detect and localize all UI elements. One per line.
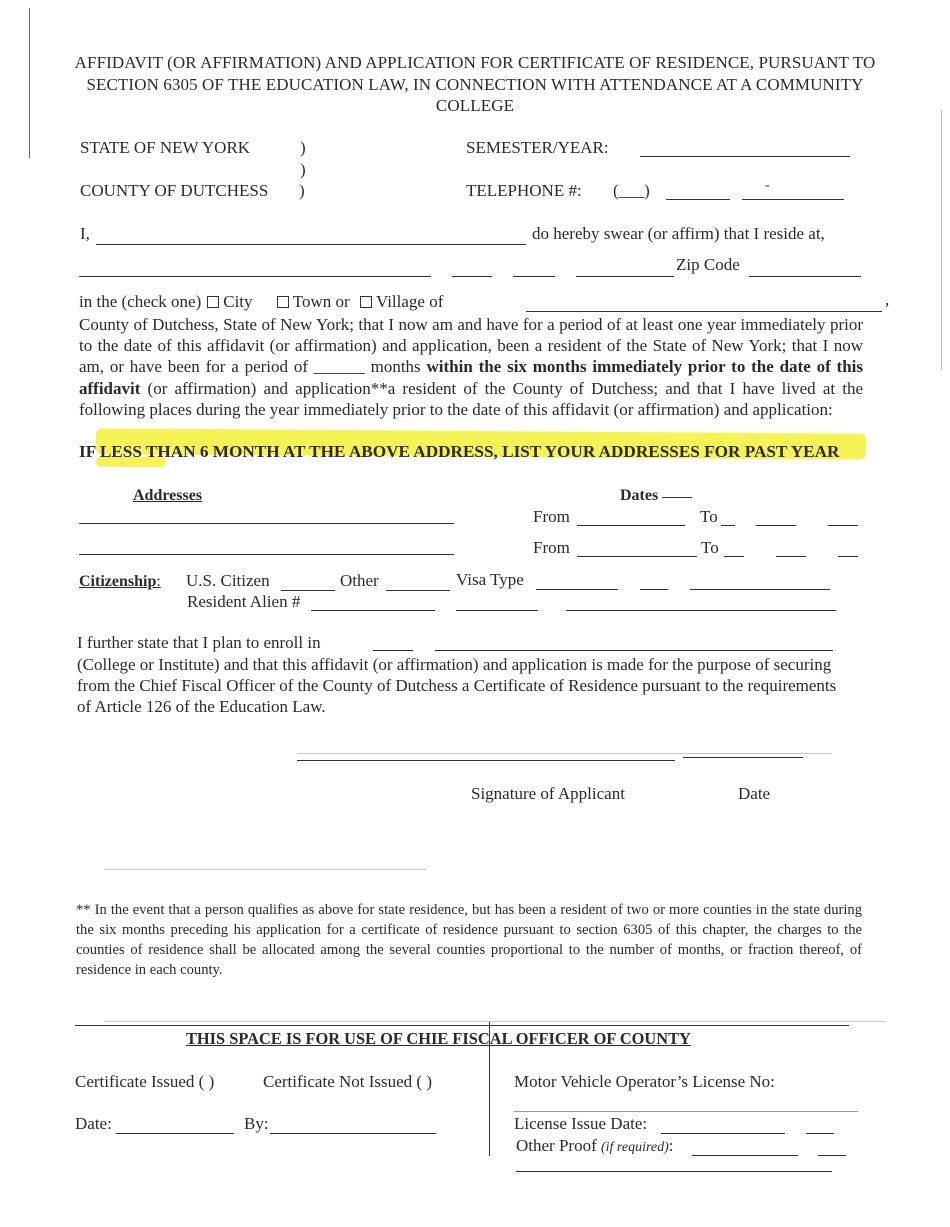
resident-alien-field-2[interactable] [456,590,538,611]
license-issue-date-field-2[interactable] [806,1113,834,1134]
other-proof-field[interactable] [692,1135,798,1156]
to-label-1: To [700,507,718,526]
office-faint-line [104,1021,886,1022]
address-part-2-field[interactable] [452,256,492,277]
semester-field[interactable] [640,136,850,157]
address-part-3-field[interactable] [513,256,555,277]
office-date-label: Date: [75,1114,112,1133]
past-addresses-notice: IF LESS THAN 6 MONTH AT THE ABOVE ADDRESS, LIST YOUR ADDRESSES FOR PAST YEAR [79,442,840,461]
to-date-2a-field[interactable] [724,536,744,557]
city-checkbox[interactable] [207,296,219,308]
street-address-field[interactable] [79,256,431,277]
village-checkbox[interactable] [360,296,372,308]
check-one-text: in the (check one) [79,292,202,311]
bracket-1: ) [300,138,306,157]
telephone-dash: - [765,178,770,193]
other-citizenship-field[interactable] [386,570,450,591]
office-top-rule [75,1025,849,1026]
dates-header: Dates [620,487,659,504]
date-line [683,757,803,758]
college-field-1[interactable] [373,630,413,651]
address-part-4-field[interactable] [576,256,674,277]
from-label-1: From [533,507,570,526]
visa-type-label: Visa Type [456,570,524,589]
if-required-note: (if required) [600,1140,669,1155]
enroll-lead-text: I further state that I plan to enroll in [77,633,321,652]
visa-type-field-2[interactable] [640,569,668,590]
faint-notary-line [104,869,426,870]
other-proof-label: Other Proof [516,1136,597,1155]
other-proof-line: Other Proof (if required): [516,1136,674,1155]
bracket-2: ) [300,160,306,179]
resident-alien-field-3[interactable] [566,590,836,611]
state-label: STATE OF NEW YORK [80,138,251,157]
from-date-2-field[interactable] [577,536,697,557]
license-issue-date-label: License Issue Date: [514,1114,648,1133]
village-label: Village of [375,292,444,311]
county-label: COUNTY OF DUTCHESS [80,181,269,200]
mvo-license-label: Motor Vehicle Operator’s License No: [514,1072,775,1091]
us-citizen-field[interactable] [281,570,335,591]
office-divider [489,1022,490,1156]
signature-line [297,760,675,761]
other-label: Other [340,571,379,590]
semester-label: SEMESTER/YEAR: [466,138,609,157]
signature-date-label: Date [738,784,771,803]
mvo-license-field[interactable] [514,1091,858,1112]
signature-applicant-label: Signature of Applicant [471,784,625,803]
residency-text-1: County of Dutchess, State of New York; that I now am and have for a period of at least one year immediately prior to the date of this affidavit (or affirmation) and application, been a resident of the State of New York; that I now am, or have been for a period of ______ months [79,315,863,377]
college-field-2[interactable] [435,630,833,651]
resident-alien-label: Resident Alien # [187,592,301,611]
oath-swear-text: do hereby swear (or affirm) that I reside at, [532,224,825,243]
telephone-prefix-field[interactable] [666,179,730,200]
to-date-2c-field[interactable] [838,536,858,557]
citizenship-label: Citizenship: [79,573,161,590]
telephone-label: TELEPHONE #: [466,181,582,200]
signature-line-faint [297,753,832,754]
certificate-not-issued-option[interactable]: Certificate Not Issued ( ) [263,1072,432,1091]
zip-code-field[interactable] [749,256,861,277]
zip-label: Zip Code [676,255,740,274]
office-by-field[interactable] [270,1113,436,1134]
footnote: ** In the event that a person qualifies as above for state residence, but has been a resident of two or more counties in the state during the six months preceding his application for a certificate of residence pursuant to section 6305 of this chapter, the charges to the counties of residence shall be allocated among the several counties proportional to the number of months, or fraction thereof, of residence in each county. [76,902,862,978]
oath-i: I, [80,224,90,243]
bracket-3: ) [299,181,305,200]
to-date-1a-field[interactable] [721,505,735,526]
certificate-issued-option[interactable]: Certificate Issued ( ) [75,1072,215,1091]
municipality-comma: , [885,290,890,309]
town-label: Town or [292,292,350,311]
to-date-1b-field[interactable] [756,505,796,526]
telephone-number-field[interactable] [742,179,844,200]
addresses-header: Addresses [133,487,203,504]
visa-type-field-3[interactable] [690,569,830,590]
residency-text-bold: within the six months immediately prior to the date of this affidavit [79,357,864,398]
residency-statement [79,314,863,420]
visa-type-field[interactable] [536,569,618,590]
residency-text-2: (or affirmation) and application**a resident of the County of Dutchess; and that I have lived at the following places during the year immediately prior to the date of this affidavit (or affirmation) and application: [79,378,864,419]
scan-right-line [941,110,942,370]
document-title: AFFIDAVIT (OR AFFIRMATION) AND APPLICATION FOR CERTIFICATE OF RESIDENCE, PURSUANT TO SECTION 6305 OF THE EDUCATION LAW, IN CONNECTION WITH ATTENDANCE AT A COMMUNITY COLLEGE [74,53,876,115]
to-date-2b-field[interactable] [776,536,806,557]
office-date-field[interactable] [116,1113,234,1134]
enroll-statement: (College or Institute) and that this affidavit (or affirmation) and application is made for the purpose of securing from the Chief Fiscal Officer of the County of Dutchess a Certificate of Residence pursuant to the requirements of Article 126 of the Education Law. [77,655,837,717]
us-citizen-label: U.S. Citizen [186,571,270,590]
from-date-1-field[interactable] [577,505,685,526]
municipality-field[interactable] [526,291,882,312]
applicant-name-field[interactable] [96,224,526,245]
resident-alien-number-field[interactable] [311,590,435,611]
previous-address-1-field[interactable] [79,503,454,524]
dates-underline [662,497,692,498]
scan-margin-line [29,8,30,158]
other-proof-field-2[interactable] [818,1135,846,1156]
from-label-2: From [533,538,570,557]
city-label: City [223,292,253,311]
to-date-1c-field[interactable] [828,505,858,526]
office-by-label: By: [244,1114,269,1133]
license-issue-date-field[interactable] [661,1113,785,1134]
previous-address-2-field[interactable] [79,534,454,555]
telephone-area-code: (___) [613,181,650,200]
office-heading: THIS SPACE IS FOR USE OF CHIE FISCAL OFFICER OF COUNTY [186,1029,691,1048]
town-checkbox[interactable] [277,296,289,308]
check-one-line [79,292,443,312]
to-label-2: To [701,538,719,557]
office-bottom-line [516,1171,832,1172]
